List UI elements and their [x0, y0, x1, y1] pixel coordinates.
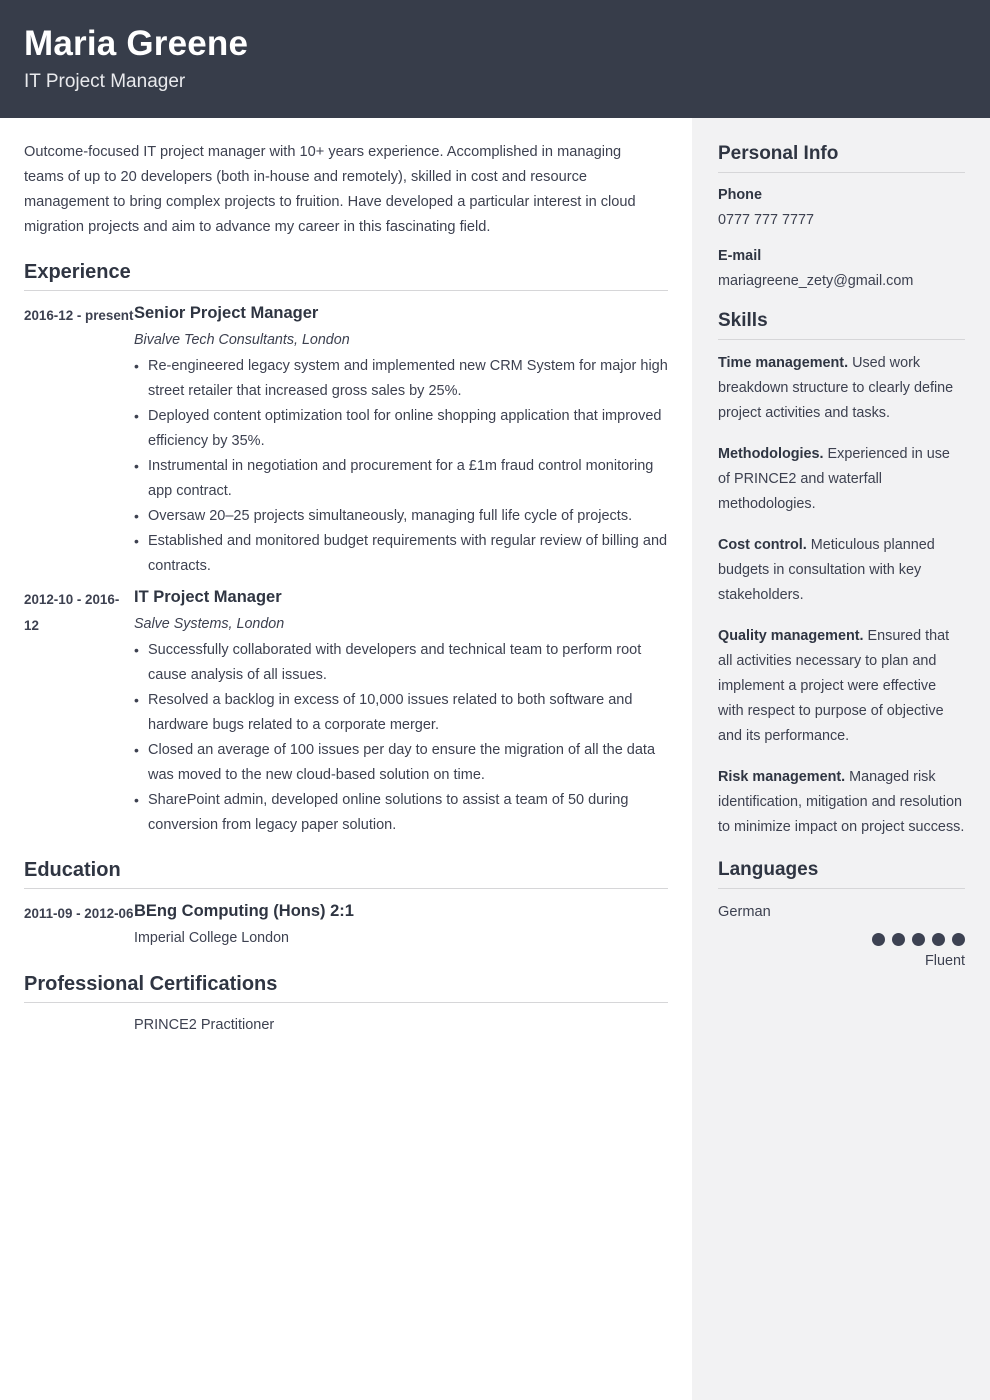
language-level-label: Fluent: [925, 953, 965, 969]
section-heading-education: Education: [24, 859, 121, 881]
skill-item: [718, 765, 965, 840]
rating-dot-filled-icon: [912, 933, 925, 946]
entry-school: Imperial College London: [134, 930, 289, 946]
entry-job-title: Senior Project Manager: [134, 304, 319, 322]
section-education: [24, 856, 668, 952]
experience-entry: [24, 585, 668, 838]
skill-name: Methodologies.: [718, 446, 824, 462]
list-item: • Re-engineered legacy system and implemented new CRM System for major high street retailer that increased gross sales by 25%.: [134, 354, 668, 404]
rating-dot-filled-icon: [932, 933, 945, 946]
skill-description: Used work breakdown structure to clearly define project activities and tasks.: [718, 355, 954, 421]
sidebar-section-skills: [718, 307, 965, 840]
list-item: • Instrumental in negotiation and procurement for a £1m fraud control monitoring app contract.: [134, 454, 668, 504]
info-value-phone: 0777 777 7777: [718, 212, 815, 228]
entry-job-title: IT Project Manager: [134, 588, 282, 606]
entry-dates: 2016-12 - present: [24, 308, 134, 323]
skill-item: [718, 624, 965, 749]
skill-description: Ensured that all activities necessary to plan and implement a project were effective with respect to purpose of objective and its performance.: [718, 628, 950, 744]
page-title: Maria Greene: [24, 24, 249, 63]
certification-name: PRINCE2 Practitioner: [134, 1017, 275, 1033]
skill-name: Quality management.: [718, 628, 864, 644]
experience-entry: [24, 301, 668, 579]
entry-company: Bivalve Tech Consultants, London: [134, 332, 350, 348]
sidebar: [692, 118, 990, 1400]
sidebar-heading-personal-info: Personal Info: [718, 143, 839, 164]
entry-content: [134, 899, 668, 952]
skill-name: Cost control.: [718, 537, 807, 553]
info-value-email: mariagreene_zety@gmail.com: [718, 273, 914, 289]
section-experience: [24, 258, 668, 838]
entry-dates: [24, 1013, 134, 1015]
skill-name: Time management.: [718, 355, 849, 371]
main-column: [0, 118, 692, 1400]
list-item: • Closed an average of 100 issues per day to ensure the migration of all the data was moved to the new cloud-based solution on time.: [134, 738, 668, 788]
language-rating: [718, 933, 965, 946]
sidebar-section-personal-info: [718, 140, 965, 293]
entry-bullet-list: [134, 354, 668, 579]
section-heading-certifications: Professional Certifications: [24, 973, 278, 995]
info-label-phone: Phone: [718, 187, 762, 203]
skill-name: Risk management.: [718, 769, 846, 785]
sidebar-heading-skills: Skills: [718, 310, 768, 331]
skill-item: [718, 533, 965, 608]
professional-summary: Outcome-focused IT project manager with 10+ years experience. Accomplished in managing teams of up to 20 developers (both in-house and remotely), skilled in cost and resource management to bring complex projects to fruition. Have developed a particular interest in cloud migration projects and aim to advance my career in this fascinating field.: [24, 144, 636, 235]
entry-content: [134, 1013, 668, 1038]
list-item: • SharePoint admin, developed online solutions to assist a team of 50 during conversion from legacy paper solution.: [134, 788, 668, 838]
section-divider: [24, 888, 668, 889]
list-item: • Resolved a backlog in excess of 10,000 issues related to both software and hardware bugs related to a corporate merger.: [134, 688, 668, 738]
list-item: • Successfully collaborated with developers and technical team to perform root cause analysis of all issues.: [134, 638, 668, 688]
entry-company: Salve Systems, London: [134, 616, 285, 632]
entry-content: [134, 301, 668, 579]
language-name: German: [718, 904, 771, 920]
entry-dates: 2012-10 - 2016-12: [24, 592, 120, 633]
section-certifications: [24, 970, 668, 1038]
rating-dot-filled-icon: [872, 933, 885, 946]
sidebar-divider: [718, 172, 965, 173]
list-item: • Oversaw 20–25 projects simultaneously, managing full life cycle of projects.: [134, 504, 668, 529]
skill-item: [718, 351, 965, 426]
skill-description: Experienced in use of PRINCE2 and waterfall methodologies.: [718, 446, 950, 512]
header-job-title: IT Project Manager: [24, 71, 186, 92]
info-label-email: E-mail: [718, 248, 762, 264]
list-item: • Established and monitored budget requirements with regular review of billing and contracts.: [134, 529, 668, 579]
certification-entry: [24, 1013, 668, 1038]
list-item: • Deployed content optimization tool for online shopping application that improved efficiency by 35%.: [134, 404, 668, 454]
entry-dates: 2011-09 - 2012-06: [24, 906, 134, 921]
section-divider: [24, 1002, 668, 1003]
sidebar-divider: [718, 888, 965, 889]
resume-body: [0, 118, 990, 1400]
education-entry: [24, 899, 668, 952]
rating-dot-filled-icon: [952, 933, 965, 946]
resume-header: [0, 0, 990, 118]
skill-description: Meticulous planned budgets in consultation with key stakeholders.: [718, 537, 935, 603]
rating-dot-filled-icon: [892, 933, 905, 946]
entry-degree: BEng Computing (Hons) 2:1: [134, 902, 354, 920]
skill-description: Managed risk identification, mitigation and resolution to minimize impact on project success.: [718, 769, 965, 835]
skill-item: [718, 442, 965, 517]
section-divider: [24, 290, 668, 291]
sidebar-section-languages: [718, 856, 965, 972]
entry-bullet-list: [134, 638, 668, 838]
entry-content: [134, 585, 668, 838]
sidebar-divider: [718, 339, 965, 340]
sidebar-heading-languages: Languages: [718, 859, 819, 880]
section-heading-experience: Experience: [24, 261, 131, 283]
